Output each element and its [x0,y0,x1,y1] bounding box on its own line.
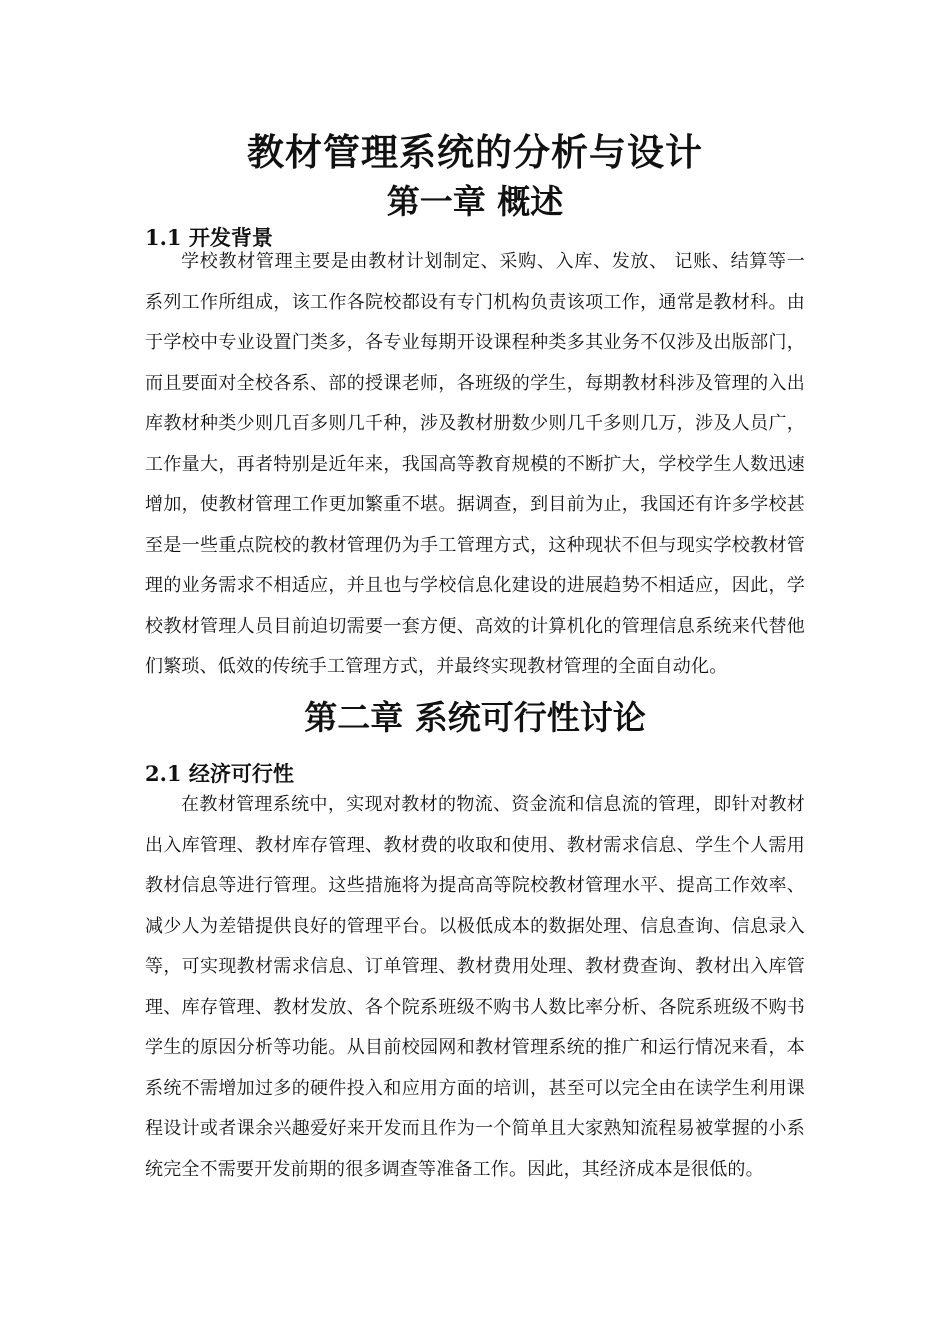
section-2-1-heading: 2.1 经济可行性 [145,761,294,786]
chapter-2-title: 第二章 系统可行性讨论 [304,698,646,737]
chapter-1-title: 第一章 概述 [386,182,564,221]
document-title: 教材管理系统的分析与设计 [247,130,703,174]
section-2-1-paragraph: 在教材管理系统中，实现对教材的物流、资金流和信息流的管理，即针对教材出入库管理、教材库存管理、教材费的收取和使用、教材需求信息、学生个人需用教材信息等进行管理。这些措施将为提高高等院校教材管理水平、提高工作效率、减少人为差错提供良好的管理平台。以极低成本的数据处理、信息查询、信息录入等，可实现教材需求信息、订单管理、教材费用处理、教材费查询、教材出入库管理、库存管理、教材发放、各个院系班级不购书人数比率分析、各院系班级不购书学生的原因分析等功能。从目前校园网和教材管理系统的推广和运行情况来看，本系统不需增加过多的硬件投入和应用方面的培训，甚至可以完全由在读学生利用课程设计或者课余兴趣爱好来开发而且作为一个简单且大家熟知流程易被掌握的小系统完全不需要开发前期的很多调查等准备工作。因此，其经济成本是很低的。 [145,794,805,1180]
section-1-1-heading: 1.1 开发背景 [145,225,273,250]
section-1-1-paragraph: 学校教材管理主要是由教材计划制定、采购、入库、发放、 记账、结算等一系列工作所组成，该工作各院校都设有专门机构负责该项工作，通常是教材科。由于学校中专业设置门类多，各专业每期开设课程种类多其业务不仅涉及出版部门，而且要面对全校各系、部的授课老师，各班级的学生，每期教材科涉及管理的入出库教材种类少则几百多则几千种，涉及教材册数少则几千多则几万，涉及人员广，工作量大，再者特别是近年来，我国高等教育规模的不断扩大，学校学生人数迅速增加，使教材管理工作更加繁重不堪。据调查，到目前为止，我国还有许多学校甚至是一些重点院校的教材管理仍为手工管理方式，这种现状不但与现实学校教材管理的业务需求不相适应，并且也与学校信息化建设的进展趋势不相适应，因此，学校教材管理人员目前迫切需要一套方便、高效的计算机化的管理信息系统来代替他们繁琐、低效的传统手工管理方式，并最终实现教材管理的全面自动化。 [145,251,805,677]
